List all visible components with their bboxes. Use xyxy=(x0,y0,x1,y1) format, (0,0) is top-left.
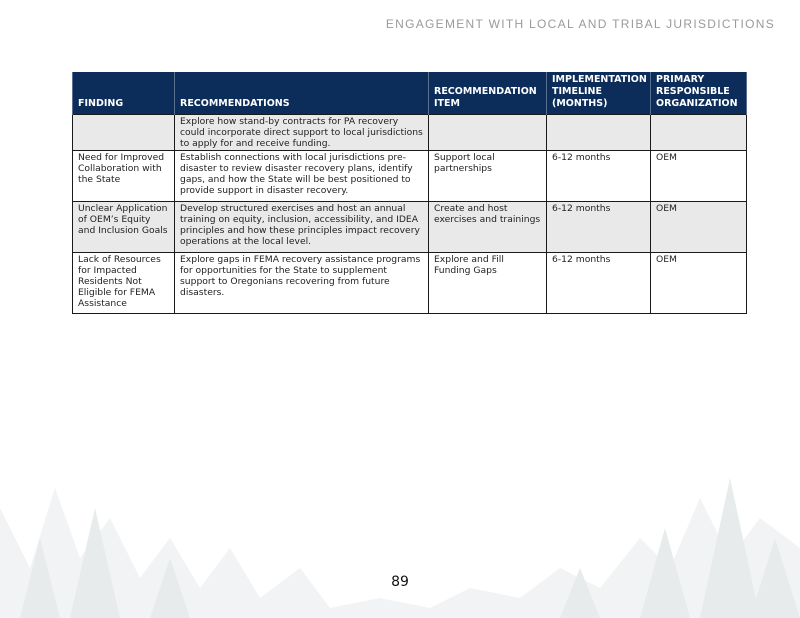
cell-finding: Unclear Application of OEM’s Equity and Inclusion Goals xyxy=(73,202,175,253)
cell-timeline xyxy=(547,115,651,151)
column-header-recommendation-item: RECOMMENDATION ITEM xyxy=(429,72,547,115)
cell-organization: OEM xyxy=(651,253,747,314)
page-number: 89 xyxy=(391,574,409,590)
table-row xyxy=(73,253,747,314)
cell-item: Support local partnerships xyxy=(429,151,547,202)
column-header-primary-organization: PRIMARY RESPONSIBLE ORGANIZATION xyxy=(651,72,747,115)
cell-item xyxy=(429,115,547,151)
table-row xyxy=(73,151,747,202)
cell-timeline: 6-12 months xyxy=(547,202,651,253)
column-header-recommendations: RECOMMENDATIONS xyxy=(175,72,429,115)
recommendations-table xyxy=(72,72,747,314)
cell-finding: Lack of Resources for Impacted Residents Not Eligible for FEMA Assistance xyxy=(73,253,175,314)
forest-background-illustration xyxy=(0,448,800,618)
table-header-row xyxy=(73,72,747,115)
table-row xyxy=(73,202,747,253)
cell-recommendation: Explore how stand-by contracts for PA recovery could incorporate direct support to local jurisdictions to apply for and receive funding. xyxy=(175,115,429,151)
cell-organization: OEM xyxy=(651,151,747,202)
cell-organization xyxy=(651,115,747,151)
cell-timeline: 6-12 months xyxy=(547,253,651,314)
table-row xyxy=(73,115,747,151)
cell-finding xyxy=(73,115,175,151)
cell-item: Explore and Fill Funding Gaps xyxy=(429,253,547,314)
section-title: ENGAGEMENT WITH LOCAL AND TRIBAL JURISDICTIONS xyxy=(385,17,775,31)
cell-timeline: 6-12 months xyxy=(547,151,651,202)
cell-recommendation: Explore gaps in FEMA recovery assistance programs for opportunities for the State to supplement support to Oregonians recovering from future disasters. xyxy=(175,253,429,314)
cell-organization: OEM xyxy=(651,202,747,253)
cell-recommendation: Establish connections with local jurisdictions pre-disaster to review disaster recovery plans, identify gaps, and how the State will be best positioned to provide support in disaster recovery. xyxy=(175,151,429,202)
cell-recommendation: Develop structured exercises and host an annual training on equity, inclusion, accessibility, and IDEA principles and how these principles impact recovery operations at the local level. xyxy=(175,202,429,253)
column-header-implementation-timeline: IMPLEMENTATION TIMELINE (MONTHS) xyxy=(547,72,651,115)
column-header-finding: FINDING xyxy=(73,72,175,115)
cell-finding: Need for Improved Collaboration with the State xyxy=(73,151,175,202)
cell-item: Create and host exercises and trainings xyxy=(429,202,547,253)
